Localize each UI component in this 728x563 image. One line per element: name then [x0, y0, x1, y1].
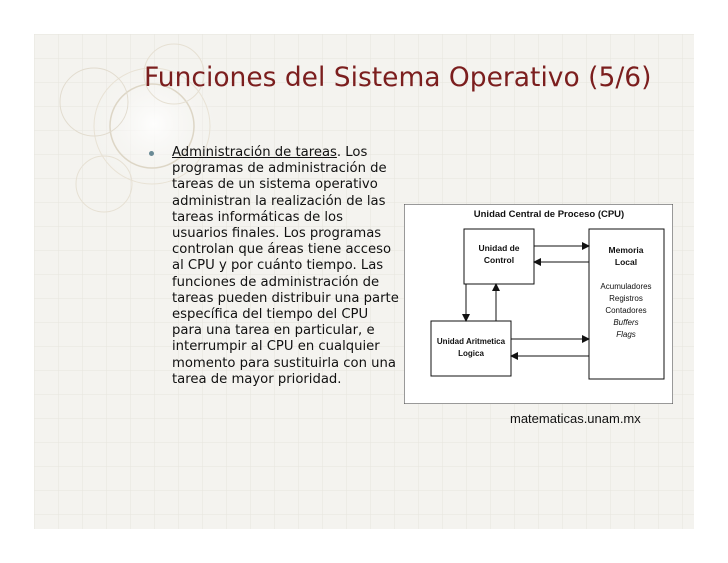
memory-item-accumulators: Acumuladores — [600, 282, 652, 291]
memory-item-registers: Registros — [609, 294, 643, 303]
memory-label-1: Memoria — [608, 245, 644, 255]
bullet-term: Administración de tareas — [172, 145, 337, 160]
memory-item-counters: Contadores — [605, 306, 647, 315]
bullet-paragraph — [172, 145, 402, 388]
bullet-text: . Los programas de administración de tareas de un sistema operativo administran la realización de las tareas informáticas de los usuarios finales. Los programas controlan que áreas tiene acceso al CPU y por cuánto tiempo. Las funciones de administración de tareas pueden distribuir una parte específica del tiempo del CPU para una tarea en particular, e interrumpir al CPU en cualquier momento para sustituirla con una tarea de mayor prioridad. — [172, 145, 399, 387]
memory-item-flags: Flags — [616, 330, 636, 339]
alu-label-1: Unidad Aritmetica — [436, 337, 506, 346]
cpu-diagram-svg — [404, 204, 673, 404]
control-unit-label-2: Control — [483, 255, 515, 265]
cpu-heading: Unidad Central de Proceso (CPU) — [473, 209, 625, 220]
control-unit-label-1: Unidad de — [478, 243, 520, 253]
image-credit: matematicas.unam.mx — [510, 411, 641, 426]
alu-label-2: Logica — [458, 349, 484, 358]
slide-title: Funciones del Sistema Operativo (5/6) — [144, 62, 652, 93]
memory-label-2: Local — [614, 257, 638, 267]
bullet-icon — [149, 151, 154, 156]
memory-item-buffers: Buffers — [613, 318, 639, 327]
slide — [34, 34, 694, 529]
cpu-diagram — [404, 204, 673, 404]
